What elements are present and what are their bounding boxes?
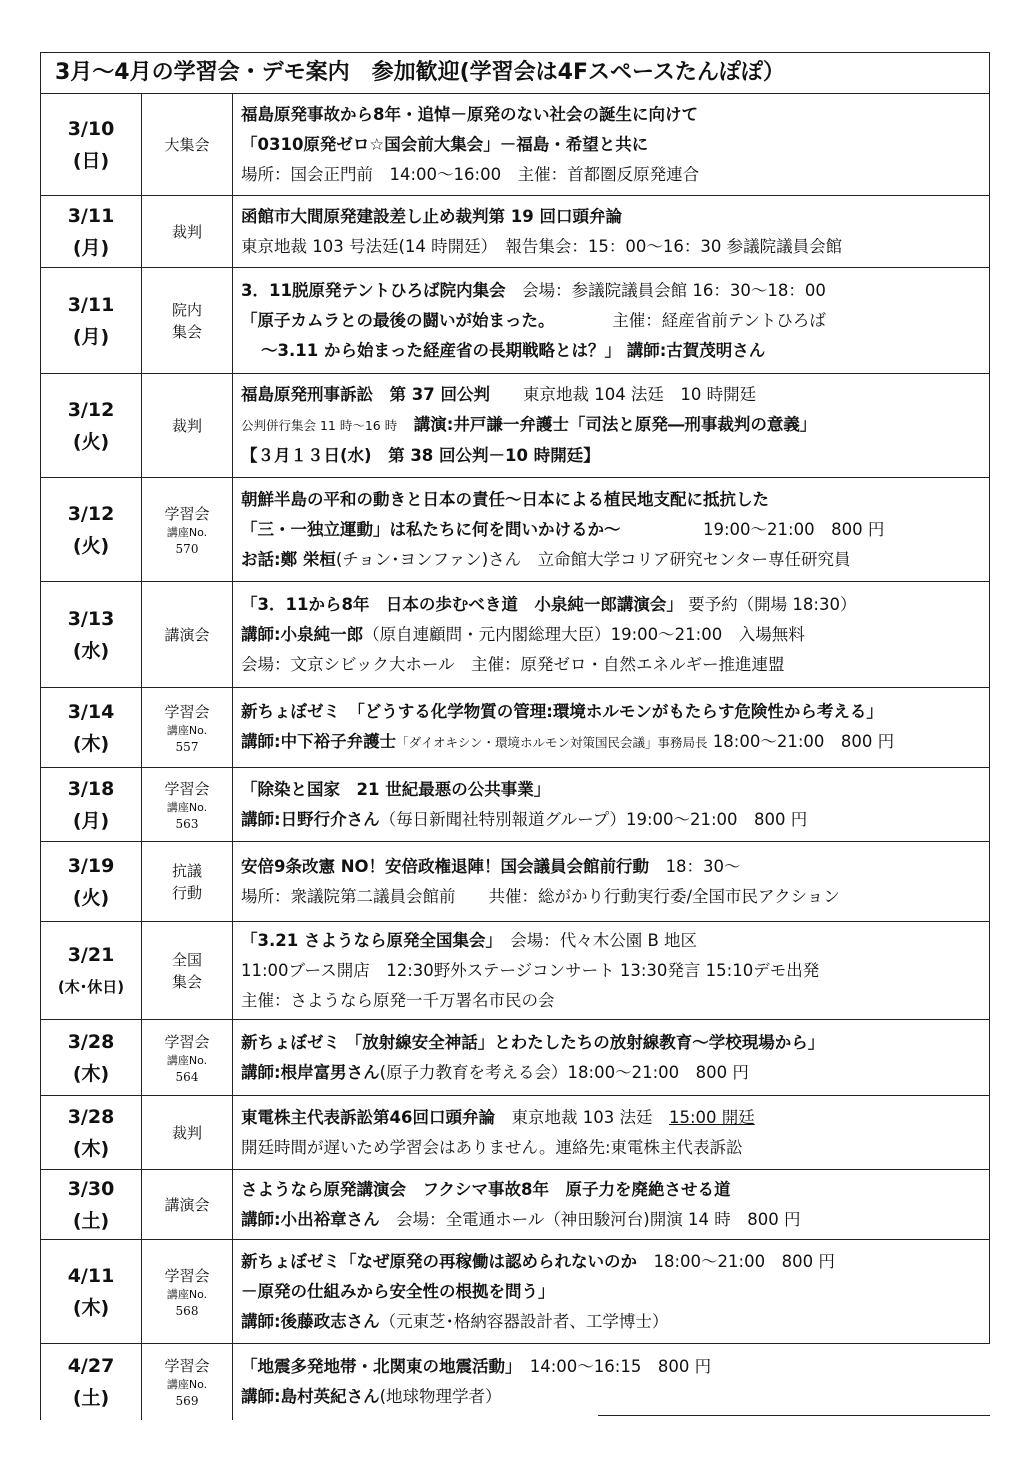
event-text: 14:00～16:15 800 円 <box>513 1356 712 1376</box>
event-text: 「0310原発ゼロ☆国会前大集会」－福島・希望と共に <box>241 134 649 154</box>
event-text: 講師:後藤政志さん <box>241 1311 380 1331</box>
event-date-cell <box>41 582 142 688</box>
event-date: 3/11 <box>67 293 115 316</box>
event-category: 集会 <box>171 972 202 991</box>
event-category-cell <box>142 1096 233 1170</box>
event-category: 行動 <box>171 883 202 902</box>
course-number: 570 <box>175 541 199 556</box>
event-detail-line <box>241 276 981 306</box>
event-text: (チョン･ヨンファン)さん 立命館大学コリア研究センター専任研究員 <box>335 549 851 569</box>
event-row <box>41 1020 990 1096</box>
event-detail-line <box>241 130 981 160</box>
event-category: 集会 <box>171 322 202 341</box>
event-text: （元東芝･格納容器設計者、工学博士） <box>379 1311 669 1331</box>
event-row <box>41 478 990 582</box>
event-date: 3/11 <box>67 204 115 227</box>
event-category-cell <box>142 94 233 196</box>
event-weekday: (月) <box>72 809 110 832</box>
event-detail-line <box>241 410 981 441</box>
event-details-cell <box>233 1170 990 1240</box>
event-date: 3/14 <box>67 700 115 723</box>
event-text: 「ダイオキシン・環境ホルモン対策国民会議」事務局長 <box>396 735 708 750</box>
event-date-cell <box>41 1170 142 1240</box>
event-category: 院内 <box>171 300 202 319</box>
event-text: 新ちょぼゼミ 「どうする化学物質の管理:環境ホルモンがもたらす危険性から考える」 <box>241 702 883 721</box>
event-category-cell <box>142 842 233 922</box>
event-date: 3/12 <box>67 398 115 421</box>
event-text: 「三・一独立運動」は私たちに何を問いかけるか～ <box>241 519 621 539</box>
event-detail-line <box>241 1277 981 1307</box>
event-text: 会場：参議院議員会館 16：30～18：00 <box>505 280 826 300</box>
event-text: 18：30～ <box>649 856 741 876</box>
event-weekday: (月) <box>72 325 110 348</box>
event-table <box>40 93 990 1420</box>
event-date-cell <box>41 922 142 1020</box>
event-date-cell <box>41 1020 142 1096</box>
event-category: 大集会 <box>164 135 210 154</box>
event-category-cell <box>142 196 233 268</box>
event-text: 「3．11から8年 日本の歩むべき道 小泉純一郎講演会」 <box>241 594 683 614</box>
event-text: 函館市大間原発建設差し止め裁判第 19 回口頭弁論 <box>241 206 622 226</box>
event-row <box>41 842 990 922</box>
event-text: ～3.11 から始まった経産省の長期戦略とは？」 講師:古賀茂明さん <box>261 340 766 360</box>
event-details-cell <box>233 94 990 196</box>
event-row <box>41 1170 990 1240</box>
event-weekday: (木) <box>72 1062 110 1085</box>
event-date-cell <box>41 94 142 196</box>
event-text: －原発の仕組みから安全性の根拠を問う」 <box>241 1281 555 1301</box>
event-details-cell <box>233 478 990 582</box>
event-text: 講演:井戸謙一弁護士「司法と原発―刑事裁判の意義」 <box>397 415 817 434</box>
event-text: 19:00～21:00 800 円 <box>620 519 885 539</box>
event-date: 3/18 <box>67 777 115 800</box>
event-detail-line <box>241 336 981 366</box>
event-category: 学習会 <box>164 1356 210 1375</box>
event-weekday: (日) <box>72 149 110 172</box>
course-number: 557 <box>175 739 199 754</box>
event-detail-line <box>241 882 981 912</box>
event-category: 学習会 <box>164 779 210 798</box>
event-detail-line <box>241 926 981 956</box>
event-detail-line <box>241 1175 981 1205</box>
event-details-cell <box>233 374 990 478</box>
event-details-cell <box>233 688 990 768</box>
event-text: 「除染と国家 21 世紀最悪の公共事業」 <box>241 779 551 799</box>
event-row <box>41 768 990 842</box>
event-details-cell <box>233 1020 990 1096</box>
event-text: 安倍9条改憲 NO！安倍政権退陣！国会議員会館前行動 <box>241 856 650 876</box>
event-row <box>41 268 990 374</box>
event-text: 主催：経産省前テントひろば <box>546 310 826 330</box>
event-category: 抗議 <box>171 861 202 880</box>
event-category-cell <box>142 768 233 842</box>
course-number: 564 <box>175 1069 199 1084</box>
event-weekday: (火) <box>72 430 110 453</box>
event-detail-line <box>241 1352 982 1382</box>
event-text: 15:00 開廷 <box>668 1107 755 1127</box>
event-text: 会場：全電通ホール（神田駿河台)開演 14 時 800 円 <box>379 1209 801 1229</box>
event-text: 東京地裁 103 法廷 <box>494 1107 669 1127</box>
event-text: お話:鄭 栄桓 <box>241 549 336 569</box>
event-detail-line <box>241 485 981 515</box>
event-details-cell <box>233 1240 990 1344</box>
event-text: 会場：文京シビック大ホール 主催：原発ゼロ・自然エネルギー推進連盟 <box>241 654 785 674</box>
event-text: 場所：衆議院第二議員会館前 共催：総がかり行動実行委/全国市民アクション <box>241 886 840 906</box>
event-text: 講師:日野行介さん <box>241 809 380 829</box>
event-row <box>41 1096 990 1170</box>
event-row <box>41 196 990 268</box>
event-text: 要予約（開場 18:30） <box>682 594 857 614</box>
event-date-cell <box>41 1240 142 1344</box>
event-details-cell <box>233 842 990 922</box>
event-date-cell <box>41 1096 142 1170</box>
event-row <box>41 1344 990 1420</box>
schedule-sheet <box>40 52 990 1420</box>
event-date: 3/10 <box>67 117 115 140</box>
event-weekday: (木･休日) <box>57 977 125 996</box>
event-text: 福島原発刑事訴訟 第 37 回公判 <box>241 385 490 404</box>
event-row <box>41 94 990 196</box>
event-date: 3/28 <box>67 1030 115 1053</box>
event-detail-line <box>241 160 981 190</box>
event-date: 3/19 <box>67 854 115 877</box>
event-date: 3/28 <box>67 1105 115 1128</box>
event-category: 講演会 <box>164 625 210 644</box>
event-weekday: (月) <box>72 236 110 259</box>
event-category-cell <box>142 688 233 768</box>
event-detail-line <box>241 1103 981 1133</box>
event-category-cell <box>142 478 233 582</box>
event-category-cell <box>142 1344 233 1420</box>
table-bottom-rule <box>598 1415 990 1416</box>
event-text: 開廷時間が遅いため学習会はありません。連絡先:東電株主代表訴訟 <box>241 1137 743 1157</box>
event-text: 11:00ブース開店 12:30野外ステージコンサート 13:30発言 15:10デモ出発 <box>241 960 820 980</box>
event-text: 講師:根岸富男さん <box>241 1062 380 1082</box>
event-details-cell <box>233 196 990 268</box>
event-category: 裁判 <box>171 1123 202 1142</box>
event-date-cell <box>41 478 142 582</box>
event-weekday: (土) <box>72 1386 110 1409</box>
event-row <box>41 922 990 1020</box>
event-text: 3．11脱原発テントひろば院内集会 <box>241 280 506 300</box>
event-detail-line <box>241 232 981 262</box>
event-detail-line <box>241 805 981 835</box>
event-date: 4/27 <box>67 1354 115 1377</box>
event-detail-line <box>241 545 981 575</box>
course-number-label: 講座No. <box>166 1287 208 1301</box>
event-text: 公判併行集会 11 時～16 時 <box>241 418 398 433</box>
event-category: 裁判 <box>171 222 202 241</box>
event-details-cell <box>233 268 990 374</box>
event-text: (地球物理学者） <box>379 1386 502 1406</box>
event-date: 3/21 <box>67 943 115 966</box>
event-text: 東京地裁 103 号法廷(14 時開廷） 報告集会：15：00～16：30 参議院議員会館 <box>241 236 843 256</box>
event-category: 学習会 <box>164 1032 210 1051</box>
event-weekday: (火) <box>72 886 110 909</box>
event-text: 講師:小泉純一郎 <box>241 624 364 644</box>
event-detail-line <box>241 697 981 727</box>
event-text: 場所：国会正門前 14:00～16:00 主催：首都圏反原発連合 <box>241 164 700 184</box>
event-text: 講師:小出裕章さん <box>241 1209 380 1229</box>
event-date: 3/30 <box>67 1177 115 1200</box>
event-text: 「地震多発地帯・北関東の地震活動」 <box>241 1356 514 1376</box>
event-text: 東京地裁 104 法廷 10 時開廷 <box>489 385 757 404</box>
event-text: (原子力教育を考える会）18:00～21:00 800 円 <box>379 1062 749 1082</box>
event-weekday: (木) <box>72 1296 110 1319</box>
event-category: 全国 <box>171 950 202 969</box>
course-number-label: 講座No. <box>166 723 208 737</box>
event-category-cell <box>142 1170 233 1240</box>
event-details-cell <box>233 768 990 842</box>
event-detail-line <box>241 852 981 882</box>
event-text: 「原子カムラとの最後の闘いが始まった。 <box>241 310 547 330</box>
event-category-cell <box>142 1020 233 1096</box>
event-text: さようなら原発講演会 フクシマ事故8年 原子力を廃絶させる道 <box>241 1179 731 1199</box>
event-text: 【３月１３日(水) 第 38 回公判－10 時開廷】 <box>241 446 600 465</box>
event-date-cell <box>41 268 142 374</box>
event-category-cell <box>142 582 233 688</box>
event-category-cell <box>142 268 233 374</box>
event-category: 学習会 <box>164 1266 210 1285</box>
event-weekday: (火) <box>72 534 110 557</box>
event-category: 学習会 <box>164 504 210 523</box>
event-details-cell <box>233 1096 990 1170</box>
event-category-cell <box>142 1240 233 1344</box>
event-detail-line <box>241 1028 981 1058</box>
event-details-cell <box>233 1344 990 1420</box>
event-text: 会場：代々木公園 B 地区 <box>493 930 698 950</box>
event-detail-line <box>241 620 981 650</box>
event-detail-line <box>241 956 981 986</box>
course-number: 563 <box>175 816 199 831</box>
event-date-cell <box>41 768 142 842</box>
event-detail-line <box>241 1058 981 1088</box>
course-number: 569 <box>175 1393 199 1408</box>
event-date-cell <box>41 842 142 922</box>
event-weekday: (土) <box>72 1209 110 1232</box>
course-number: 568 <box>175 1303 199 1318</box>
event-text: 講師:中下裕子弁護士 <box>241 732 397 751</box>
event-detail-line <box>241 1382 982 1412</box>
event-detail-line <box>241 590 981 620</box>
event-text: 東電株主代表訴訟第46回口頭弁論 <box>241 1107 495 1127</box>
event-date-cell <box>41 1344 142 1420</box>
event-row <box>41 582 990 688</box>
event-detail-line <box>241 380 981 410</box>
event-category: 学習会 <box>164 702 210 721</box>
event-detail-line <box>241 202 981 232</box>
event-date-cell <box>41 374 142 478</box>
event-detail-line <box>241 306 981 336</box>
event-text: 新ちょぼゼミ「なぜ原発の再稼働は認められないのか <box>241 1251 637 1271</box>
event-date: 4/11 <box>67 1264 115 1287</box>
event-detail-line <box>241 515 981 545</box>
event-text: 18:00～21:00 800 円 <box>707 732 895 751</box>
course-number-label: 講座No. <box>166 800 208 814</box>
event-category: 講演会 <box>164 1195 210 1214</box>
event-details-cell <box>233 922 990 1020</box>
event-detail-line <box>241 1247 981 1277</box>
event-row <box>41 688 990 768</box>
event-text: 福島原発事故から8年・追悼－原発のない社会の誕生に向けて <box>241 104 698 124</box>
event-detail-line <box>241 1133 981 1163</box>
event-weekday: (水) <box>72 639 110 662</box>
event-row <box>41 1240 990 1344</box>
event-detail-line <box>241 441 981 471</box>
course-number-label: 講座No. <box>166 1377 208 1391</box>
event-text: （毎日新聞社特別報道グループ）19:00～21:00 800 円 <box>379 809 808 829</box>
event-row <box>41 374 990 478</box>
event-detail-line <box>241 1307 981 1337</box>
event-text: 講師:島村英紀さん <box>241 1386 380 1406</box>
page-title: 3月～4月の学習会・デモ案内 参加歓迎(学習会は4Fスペースたんぽぽ） <box>40 52 990 93</box>
event-text: 18:00～21:00 800 円 <box>637 1251 835 1271</box>
course-number-label: 講座No. <box>166 1053 208 1067</box>
event-date-cell <box>41 688 142 768</box>
event-weekday: (木) <box>72 1137 110 1160</box>
event-date-cell <box>41 196 142 268</box>
event-text: 主催：さようなら原発一千万署名市民の会 <box>241 990 555 1010</box>
event-weekday: (木) <box>72 732 110 755</box>
event-details-cell <box>233 582 990 688</box>
event-detail-line <box>241 727 981 758</box>
event-detail-line <box>241 1205 981 1235</box>
event-category-cell <box>142 374 233 478</box>
event-date: 3/13 <box>67 607 115 630</box>
event-text: 朝鮮半島の平和の動きと日本の責任～日本による植民地支配に抵抗した <box>241 489 769 509</box>
event-text: （原自連顧問・元内閣総理大臣）19:00～21:00 入場無料 <box>363 624 805 644</box>
event-date: 3/12 <box>67 502 115 525</box>
event-detail-line <box>241 775 981 805</box>
event-text: 「3.21 さようなら原発全国集会」 <box>241 930 494 950</box>
event-category-cell <box>142 922 233 1020</box>
event-text: 新ちょぼゼミ 「放射線安全神話」とわたしたちの放射線教育～学校現場から」 <box>241 1032 825 1052</box>
event-rows <box>41 94 990 1420</box>
event-detail-line <box>241 986 981 1016</box>
course-number-label: 講座No. <box>166 525 208 539</box>
event-detail-line <box>241 100 981 130</box>
event-detail-line <box>241 650 981 680</box>
event-category: 裁判 <box>171 416 202 435</box>
